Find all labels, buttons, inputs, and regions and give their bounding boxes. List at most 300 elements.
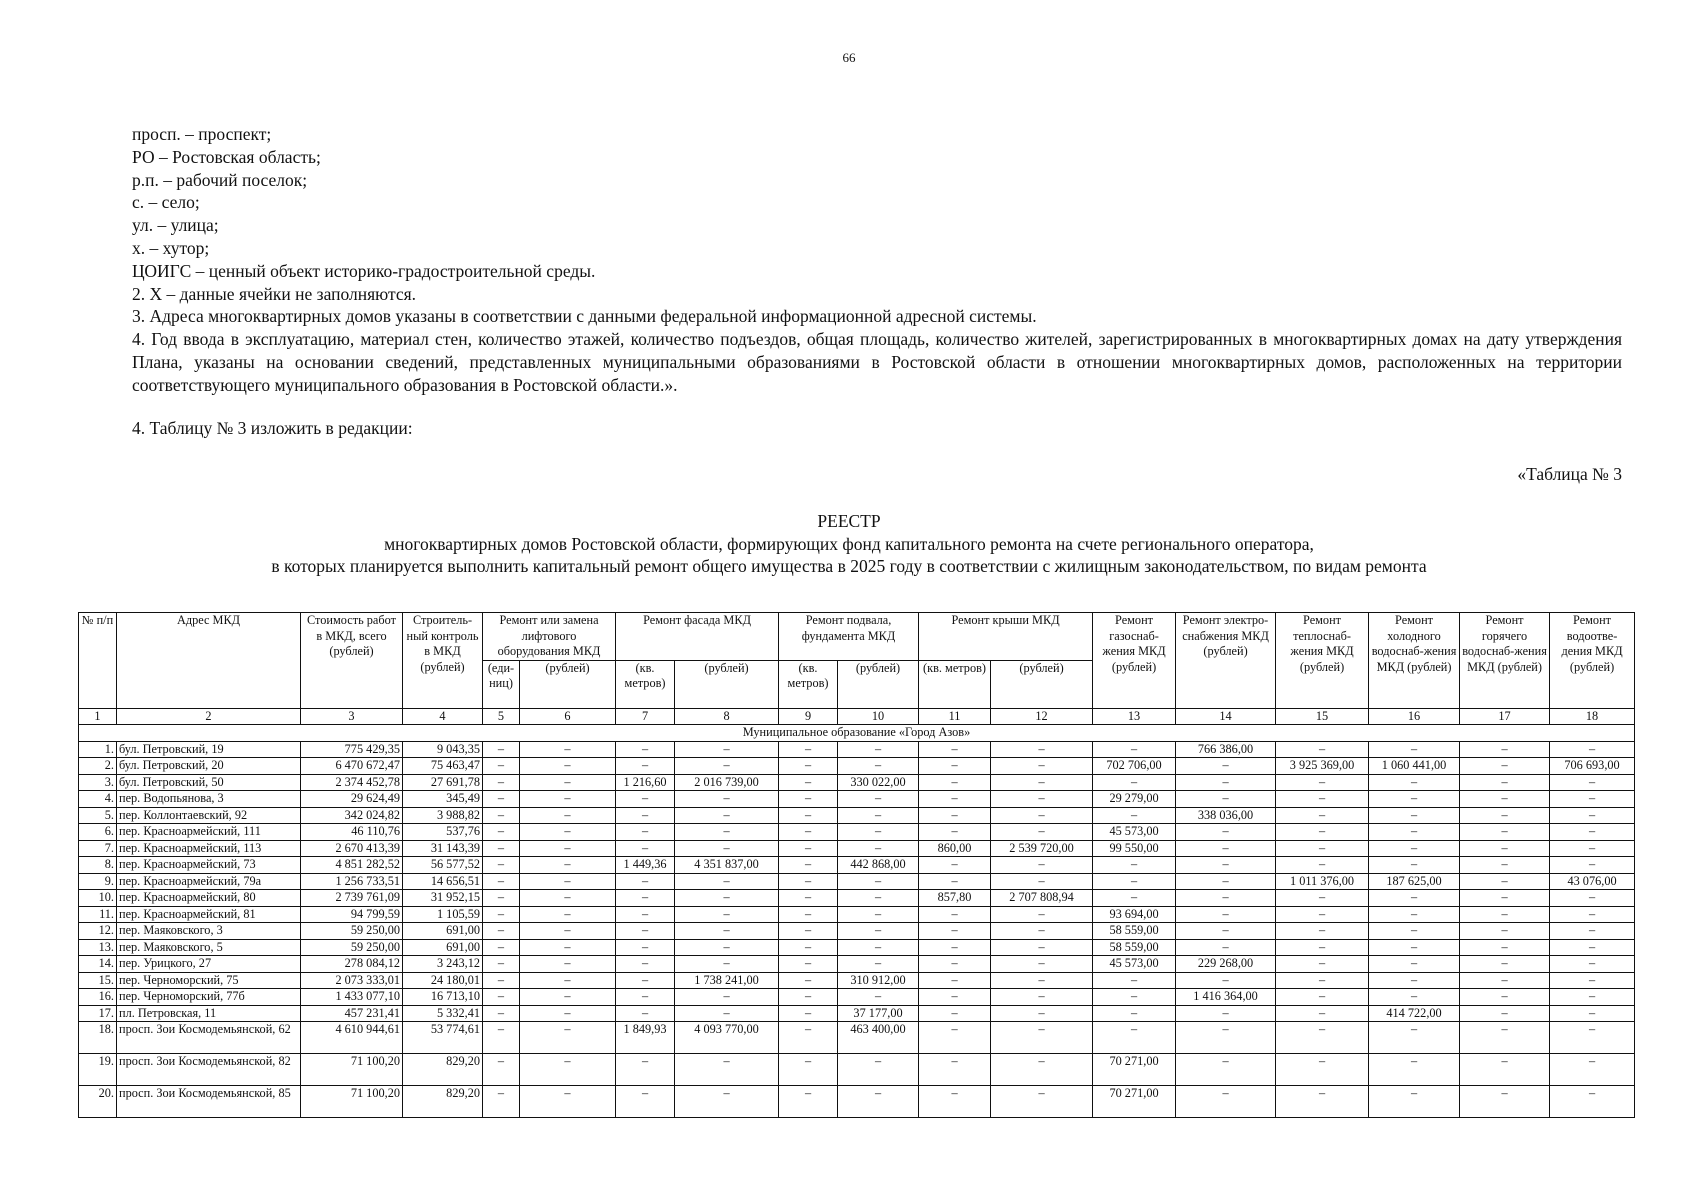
cell-roof-rub: 2 707 808,94 [991,890,1093,907]
cell-electric-rub: – [1176,824,1276,841]
cell-facade-rub: – [675,840,779,857]
header-units: (еди-ниц) [483,660,520,708]
cell-basement-sqm: – [779,774,838,791]
cell-basement-rub: – [838,824,919,841]
cell-heat-rub: 3 925 369,00 [1276,758,1369,775]
table-row [79,857,1635,874]
cell-heat-rub: – [1276,1022,1369,1054]
column-numbers-row [79,708,1635,725]
cell-drainage-rub: – [1550,1005,1635,1022]
cell-roof-sqm: – [919,774,991,791]
column-number: 17 [1460,708,1550,725]
cell-roof-rub: 2 539 720,00 [991,840,1093,857]
column-number: 6 [520,708,616,725]
note-3: 3. Адреса многоквартирных домов указаны в соответствии с данными федеральной информационной адресной системы. [132,306,1037,327]
header-num: № п/п [79,613,117,709]
note-4: 4. Год ввода в эксплуатацию, материал стен, количество этажей, количество подъездов, общая площадь, количество жителей, зарегистрированных в многоквартирных домах на дату утверждения Плана, указаны на основании сведений, представленных муниципальными образованиями в Ростовской области в отношении многоквартирных домов, расположенных на территории соответствующего муниципального образования в Ростовской области.». [132,329,1622,395]
cell-basement-rub: – [838,758,919,775]
table-label: «Таблица № 3 [1517,464,1622,484]
legend-line: РО – Ростовская область; [132,146,321,167]
cell-gas-rub: 93 694,00 [1093,906,1176,923]
header-basement: Ремонт подвала, фундамента МКД [779,613,919,661]
cell-hot-water-rub: – [1460,873,1550,890]
cell-basement-rub: – [838,807,919,824]
cell-drainage-rub: – [1550,741,1635,758]
cell-facade-sqm: – [616,807,675,824]
cell-electric-rub: 1 416 364,00 [1176,989,1276,1006]
cell-construction-control: 829,20 [403,1054,483,1086]
table-row [79,939,1635,956]
cell-hot-water-rub: – [1460,989,1550,1006]
cell-row-number: 4. [79,791,117,808]
cell-lift-units: – [483,1054,520,1086]
cell-basement-rub: 442 868,00 [838,857,919,874]
cell-hot-water-rub: – [1460,1005,1550,1022]
table-row [79,741,1635,758]
cell-lift-units: – [483,939,520,956]
column-number: 15 [1276,708,1369,725]
header-rub: (рублей) [991,660,1093,708]
header-roof: Ремонт крыши МКД [919,613,1093,661]
cell-heat-rub: – [1276,1086,1369,1118]
cell-facade-sqm: – [616,1054,675,1086]
cell-basement-rub: – [838,1054,919,1086]
table-row [79,972,1635,989]
cell-electric-rub: – [1176,1086,1276,1118]
instruction-text: 4. Таблицу № 3 изложить в редакции: [132,418,413,438]
cell-cold-water-rub: – [1369,972,1460,989]
cell-drainage-rub: 43 076,00 [1550,873,1635,890]
cell-facade-sqm: – [616,840,675,857]
cell-basement-rub: – [838,890,919,907]
column-number: 9 [779,708,838,725]
cell-total-cost: 71 100,20 [301,1086,403,1118]
table-row [79,906,1635,923]
cell-hot-water-rub: – [1460,791,1550,808]
cell-address: пер. Черноморский, 75 [117,972,301,989]
table-row [79,989,1635,1006]
cell-lift-rub: – [520,972,616,989]
table-row [79,824,1635,841]
cell-cold-water-rub: – [1369,791,1460,808]
cell-hot-water-rub: – [1460,939,1550,956]
cell-total-cost: 278 084,12 [301,956,403,973]
cell-roof-sqm: – [919,1005,991,1022]
cell-address: бул. Петровский, 20 [117,758,301,775]
cell-gas-rub: – [1093,989,1176,1006]
cell-total-cost: 775 429,35 [301,741,403,758]
cell-roof-sqm: 860,00 [919,840,991,857]
header-lift: Ремонт или замена лифтового оборудования МКД [483,613,616,661]
cell-facade-rub: – [675,807,779,824]
cell-roof-rub: – [991,906,1093,923]
cell-basement-sqm: – [779,824,838,841]
cell-basement-sqm: – [779,1054,838,1086]
cell-drainage-rub: – [1550,956,1635,973]
legend-line: р.п. – рабочий поселок; [132,169,308,190]
cell-hot-water-rub: – [1460,807,1550,824]
cell-facade-rub: – [675,1086,779,1118]
cell-drainage-rub: – [1550,989,1635,1006]
cell-lift-units: – [483,807,520,824]
cell-basement-rub: – [838,989,919,1006]
cell-cold-water-rub: – [1369,890,1460,907]
cell-electric-rub: – [1176,873,1276,890]
cell-row-number: 8. [79,857,117,874]
cell-construction-control: 31 143,39 [403,840,483,857]
cell-total-cost: 4 610 944,61 [301,1022,403,1054]
table-row [79,791,1635,808]
cell-hot-water-rub: – [1460,1054,1550,1086]
cell-roof-sqm: – [919,741,991,758]
cell-heat-rub: – [1276,923,1369,940]
cell-construction-control: 3 988,82 [403,807,483,824]
cell-construction-control: 691,00 [403,923,483,940]
cell-address: просп. Зои Космодемьянской, 82 [117,1054,301,1086]
cell-facade-sqm: – [616,956,675,973]
section-row [79,725,1635,742]
cell-cold-water-rub: – [1369,840,1460,857]
cell-heat-rub: – [1276,791,1369,808]
cell-hot-water-rub: – [1460,923,1550,940]
cell-facade-rub: – [675,824,779,841]
cell-construction-control: 537,76 [403,824,483,841]
cell-lift-rub: – [520,840,616,857]
cell-lift-units: – [483,972,520,989]
column-number: 5 [483,708,520,725]
cell-roof-rub: – [991,873,1093,890]
cell-facade-rub: – [675,906,779,923]
cell-lift-rub: – [520,824,616,841]
cell-drainage-rub: – [1550,857,1635,874]
cell-roof-rub: – [991,923,1093,940]
cell-lift-units: – [483,758,520,775]
cell-roof-rub: – [991,939,1093,956]
header-sqm: (кв. метров) [616,660,675,708]
cell-roof-rub: – [991,1005,1093,1022]
column-number: 18 [1550,708,1635,725]
header-facade: Ремонт фасада МКД [616,613,779,661]
cell-lift-units: – [483,989,520,1006]
cell-cold-water-rub: – [1369,1022,1460,1054]
table-row [79,758,1635,775]
cell-address: пер. Черноморский, 77б [117,989,301,1006]
cell-row-number: 16. [79,989,117,1006]
cell-facade-rub: – [675,873,779,890]
cell-roof-rub: – [991,857,1093,874]
cell-lift-rub: – [520,989,616,1006]
table-row [79,1005,1635,1022]
legend-line: ЦОИГС – ценный объект историко-градостроительной среды. [132,260,596,281]
cell-basement-sqm: – [779,890,838,907]
cell-hot-water-rub: – [1460,758,1550,775]
cell-heat-rub: – [1276,956,1369,973]
cell-lift-units: – [483,906,520,923]
cell-basement-rub: 463 400,00 [838,1022,919,1054]
cell-roof-sqm: – [919,873,991,890]
cell-roof-sqm: – [919,791,991,808]
abbreviations-legend [132,123,1622,397]
cell-roof-rub: – [991,774,1093,791]
cell-basement-sqm: – [779,923,838,940]
cell-heat-rub: – [1276,1054,1369,1086]
cell-total-cost: 59 250,00 [301,923,403,940]
cell-roof-rub: – [991,791,1093,808]
column-number: 1 [79,708,117,725]
cell-lift-units: – [483,1022,520,1054]
header-sqm: (кв. метров) [919,660,991,708]
cell-drainage-rub: – [1550,1086,1635,1118]
cell-lift-units: – [483,741,520,758]
cell-gas-rub: 45 573,00 [1093,824,1176,841]
cell-heat-rub: – [1276,939,1369,956]
cell-hot-water-rub: – [1460,840,1550,857]
table-row [79,956,1635,973]
cell-total-cost: 46 110,76 [301,824,403,841]
cell-construction-control: 691,00 [403,939,483,956]
cell-lift-units: – [483,873,520,890]
cell-heat-rub: 1 011 376,00 [1276,873,1369,890]
cell-basement-rub: – [838,956,919,973]
cell-address: пер. Коллонтаевский, 92 [117,807,301,824]
cell-row-number: 6. [79,824,117,841]
cell-heat-rub: – [1276,824,1369,841]
cell-basement-sqm: – [779,956,838,973]
registry-subtitle: в которых планируется выполнить капитальный ремонт общего имущества в 2025 году в соответствии с жилищным законодательством, по видам ремонта [271,556,1427,576]
cell-drainage-rub: – [1550,774,1635,791]
column-number: 13 [1093,708,1176,725]
cell-facade-sqm: – [616,824,675,841]
cell-cold-water-rub: 1 060 441,00 [1369,758,1460,775]
cell-cold-water-rub: – [1369,923,1460,940]
cell-electric-rub: – [1176,857,1276,874]
cell-lift-units: – [483,890,520,907]
cell-basement-sqm: – [779,791,838,808]
cell-basement-sqm: – [779,807,838,824]
cell-roof-rub: – [991,1054,1093,1086]
cell-electric-rub: – [1176,890,1276,907]
cell-drainage-rub: – [1550,972,1635,989]
cell-electric-rub: – [1176,840,1276,857]
cell-total-cost: 2 670 413,39 [301,840,403,857]
cell-lift-rub: – [520,807,616,824]
cell-facade-sqm: – [616,923,675,940]
cell-basement-rub: 330 022,00 [838,774,919,791]
cell-roof-sqm: – [919,906,991,923]
table-row [79,807,1635,824]
cell-address: просп. Зои Космодемьянской, 85 [117,1086,301,1118]
cell-facade-rub: – [675,989,779,1006]
cell-facade-rub: – [675,923,779,940]
cell-total-cost: 342 024,82 [301,807,403,824]
cell-drainage-rub: – [1550,824,1635,841]
cell-lift-units: – [483,923,520,940]
cell-facade-sqm: – [616,791,675,808]
cell-lift-units: – [483,1086,520,1118]
column-number: 12 [991,708,1093,725]
cell-total-cost: 29 624,49 [301,791,403,808]
cell-electric-rub: – [1176,774,1276,791]
cell-cold-water-rub: – [1369,989,1460,1006]
cell-construction-control: 16 713,10 [403,989,483,1006]
cell-electric-rub: 338 036,00 [1176,807,1276,824]
cell-heat-rub: – [1276,989,1369,1006]
cell-facade-sqm: – [616,972,675,989]
cell-roof-sqm: – [919,939,991,956]
cell-construction-control: 14 656,51 [403,873,483,890]
cell-lift-units: – [483,956,520,973]
cell-facade-rub: – [675,1005,779,1022]
cell-drainage-rub: – [1550,906,1635,923]
cell-construction-control: 56 577,52 [403,857,483,874]
section-title: Муниципальное образование «Город Азов» [79,725,1635,742]
table-row [79,774,1635,791]
cell-basement-sqm: – [779,1022,838,1054]
cell-roof-sqm: – [919,1054,991,1086]
cell-row-number: 20. [79,1086,117,1118]
cell-heat-rub: – [1276,840,1369,857]
cell-heat-rub: – [1276,906,1369,923]
cell-roof-sqm: – [919,1086,991,1118]
header-rub: (рублей) [675,660,779,708]
header-gas: Ремонт газоснаб-жения МКД (рублей) [1093,613,1176,709]
cell-basement-sqm: – [779,972,838,989]
cell-total-cost: 2 073 333,01 [301,972,403,989]
cell-hot-water-rub: – [1460,774,1550,791]
cell-row-number: 9. [79,873,117,890]
registry-heading [0,510,1698,578]
cell-electric-rub: – [1176,923,1276,940]
cell-hot-water-rub: – [1460,857,1550,874]
cell-facade-sqm: – [616,989,675,1006]
cell-facade-rub: 1 738 241,00 [675,972,779,989]
cell-total-cost: 94 799,59 [301,906,403,923]
cell-electric-rub: – [1176,791,1276,808]
cell-cold-water-rub: – [1369,824,1460,841]
cell-basement-rub: – [838,741,919,758]
cell-drainage-rub: – [1550,923,1635,940]
table-row [79,923,1635,940]
cell-basement-rub: 37 177,00 [838,1005,919,1022]
cell-row-number: 18. [79,1022,117,1054]
cell-basement-sqm: – [779,1005,838,1022]
registry-table [78,612,1635,1118]
cell-hot-water-rub: – [1460,741,1550,758]
cell-basement-rub: – [838,923,919,940]
cell-cold-water-rub: – [1369,741,1460,758]
cell-gas-rub: – [1093,857,1176,874]
cell-facade-rub: – [675,956,779,973]
cell-facade-sqm: – [616,741,675,758]
cell-facade-sqm: – [616,1086,675,1118]
cell-drainage-rub: 706 693,00 [1550,758,1635,775]
cell-electric-rub: 229 268,00 [1176,956,1276,973]
cell-cold-water-rub: – [1369,956,1460,973]
cell-lift-rub: – [520,791,616,808]
cell-address: пер. Красноармейский, 79а [117,873,301,890]
cell-heat-rub: – [1276,741,1369,758]
cell-lift-units: – [483,1005,520,1022]
cell-heat-rub: – [1276,890,1369,907]
cell-address: просп. Зои Космодемьянской, 62 [117,1022,301,1054]
cell-roof-rub: – [991,741,1093,758]
cell-roof-rub: – [991,1086,1093,1118]
cell-facade-sqm: 1 216,60 [616,774,675,791]
cell-total-cost: 4 851 282,52 [301,857,403,874]
cell-hot-water-rub: – [1460,972,1550,989]
cell-row-number: 19. [79,1054,117,1086]
cell-roof-sqm: – [919,857,991,874]
cell-gas-rub: 702 706,00 [1093,758,1176,775]
column-number: 14 [1176,708,1276,725]
cell-basement-sqm: – [779,989,838,1006]
cell-hot-water-rub: – [1460,1022,1550,1054]
cell-construction-control: 3 243,12 [403,956,483,973]
cell-basement-sqm: – [779,840,838,857]
cell-basement-rub: – [838,873,919,890]
legend-line: х. – хутор; [132,237,210,258]
cell-construction-control: 829,20 [403,1086,483,1118]
cell-roof-rub: – [991,807,1093,824]
cell-facade-sqm: – [616,906,675,923]
cell-roof-sqm: – [919,1022,991,1054]
legend-line: ул. – улица; [132,215,219,236]
cell-total-cost: 2 739 761,09 [301,890,403,907]
cell-facade-rub: – [675,890,779,907]
cell-basement-rub: – [838,939,919,956]
cell-construction-control: 53 774,61 [403,1022,483,1054]
cell-lift-units: – [483,774,520,791]
table-row [79,890,1635,907]
cell-drainage-rub: – [1550,1054,1635,1086]
cell-basement-sqm: – [779,741,838,758]
cell-heat-rub: – [1276,774,1369,791]
cell-address: пер. Красноармейский, 81 [117,906,301,923]
cell-roof-rub: – [991,956,1093,973]
legend-line: с. – село; [132,192,200,213]
cell-basement-sqm: – [779,873,838,890]
cell-drainage-rub: – [1550,1022,1635,1054]
cell-drainage-rub: – [1550,890,1635,907]
cell-row-number: 12. [79,923,117,940]
cell-electric-rub: – [1176,939,1276,956]
cell-cold-water-rub: – [1369,774,1460,791]
cell-basement-rub: – [838,1086,919,1118]
cell-row-number: 2. [79,758,117,775]
cell-cold-water-rub: 414 722,00 [1369,1005,1460,1022]
cell-heat-rub: – [1276,857,1369,874]
column-number: 3 [301,708,403,725]
cell-total-cost: 1 256 733,51 [301,873,403,890]
cell-address: пер. Маяковского, 5 [117,939,301,956]
header-drainage: Ремонт водоотве-дения МКД (рублей) [1550,613,1635,709]
cell-gas-rub: 58 559,00 [1093,939,1176,956]
cell-heat-rub: – [1276,1005,1369,1022]
cell-row-number: 13. [79,939,117,956]
cell-roof-sqm: – [919,972,991,989]
column-number: 11 [919,708,991,725]
cell-cold-water-rub: – [1369,939,1460,956]
cell-address: пл. Петровская, 11 [117,1005,301,1022]
cell-basement-rub: 310 912,00 [838,972,919,989]
cell-gas-rub: – [1093,774,1176,791]
cell-lift-units: – [483,791,520,808]
cell-cold-water-rub: – [1369,1086,1460,1118]
cell-facade-rub: – [675,1054,779,1086]
cell-facade-rub: – [675,758,779,775]
registry-title: РЕЕСТР [817,511,881,531]
cell-cold-water-rub: – [1369,857,1460,874]
